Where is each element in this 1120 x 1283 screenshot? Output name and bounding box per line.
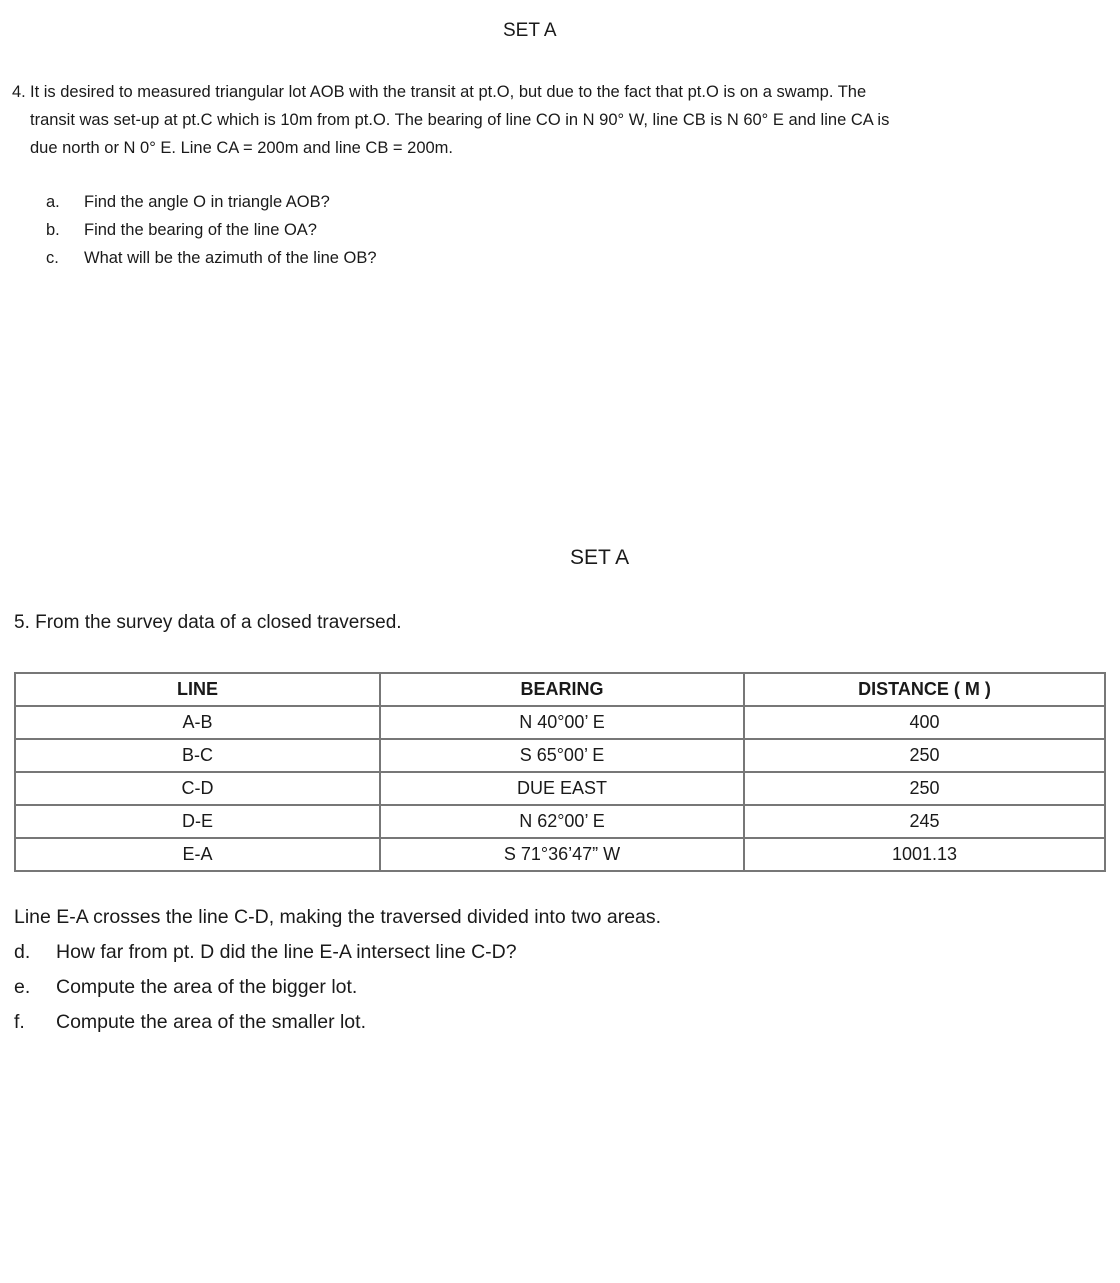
problem-4-line-2: transit was set-up at pt.C which is 10m from pt.O. The bearing of line CO in N 90° W, line CB is N 60° E and line CA is <box>30 111 890 129</box>
cell-distance: 400 <box>744 706 1105 739</box>
table-row <box>15 706 1105 739</box>
question-b: b. Find the bearing of the line OA? <box>46 221 317 239</box>
set-a-title-2: SET A <box>570 546 630 569</box>
cell-bearing: N 62°00’ E <box>380 805 744 838</box>
cell-line: D-E <box>15 805 380 838</box>
cell-bearing: S 65°00’ E <box>380 739 744 772</box>
problem-5-text: 5. From the survey data of a closed traversed. <box>14 612 402 633</box>
cell-line: E-A <box>15 838 380 871</box>
cell-distance: 250 <box>744 739 1105 772</box>
table-row <box>15 805 1105 838</box>
question-e: e. Compute the area of the bigger lot. <box>14 976 358 998</box>
set-a-title-1: SET A <box>503 20 557 41</box>
cell-line: C-D <box>15 772 380 805</box>
problem-4-line-3: due north or N 0° E. Line CA = 200m and line CB = 200m. <box>30 139 454 157</box>
table-row <box>15 838 1105 871</box>
header-distance: DISTANCE ( M ) <box>744 673 1105 706</box>
header-bearing: BEARING <box>380 673 744 706</box>
problem-4-number: 4. <box>12 83 26 101</box>
problem-5-followup <box>14 900 661 1040</box>
question-c: c. What will be the azimuth of the line OB? <box>46 249 377 267</box>
traverse-table <box>14 672 1106 872</box>
cell-bearing: DUE EAST <box>380 772 744 805</box>
table-row <box>15 739 1105 772</box>
cell-distance: 245 <box>744 805 1105 838</box>
cell-bearing: S 71°36’47” W <box>380 838 744 871</box>
cell-distance: 1001.13 <box>744 838 1105 871</box>
cell-distance: 250 <box>744 772 1105 805</box>
problem-4-text <box>12 78 1112 162</box>
table-header-row <box>15 673 1105 706</box>
intersection-statement: Line E-A crosses the line C-D, making the traversed divided into two areas. <box>14 906 662 928</box>
cell-bearing: N 40°00’ E <box>380 706 744 739</box>
problem-4-questions <box>46 188 377 272</box>
table-row <box>15 772 1105 805</box>
header-line: LINE <box>15 673 380 706</box>
question-f: f. Compute the area of the smaller lot. <box>14 1011 366 1033</box>
question-a: a. Find the angle O in triangle AOB? <box>46 193 330 211</box>
cell-line: A-B <box>15 706 380 739</box>
problem-4-line-1: It is desired to measured triangular lot AOB with the transit at pt.O, but due to the fact that pt.O is on a swamp. The <box>30 83 867 101</box>
question-d: d. How far from pt. D did the line E-A intersect line C-D? <box>14 941 517 963</box>
cell-line: B-C <box>15 739 380 772</box>
